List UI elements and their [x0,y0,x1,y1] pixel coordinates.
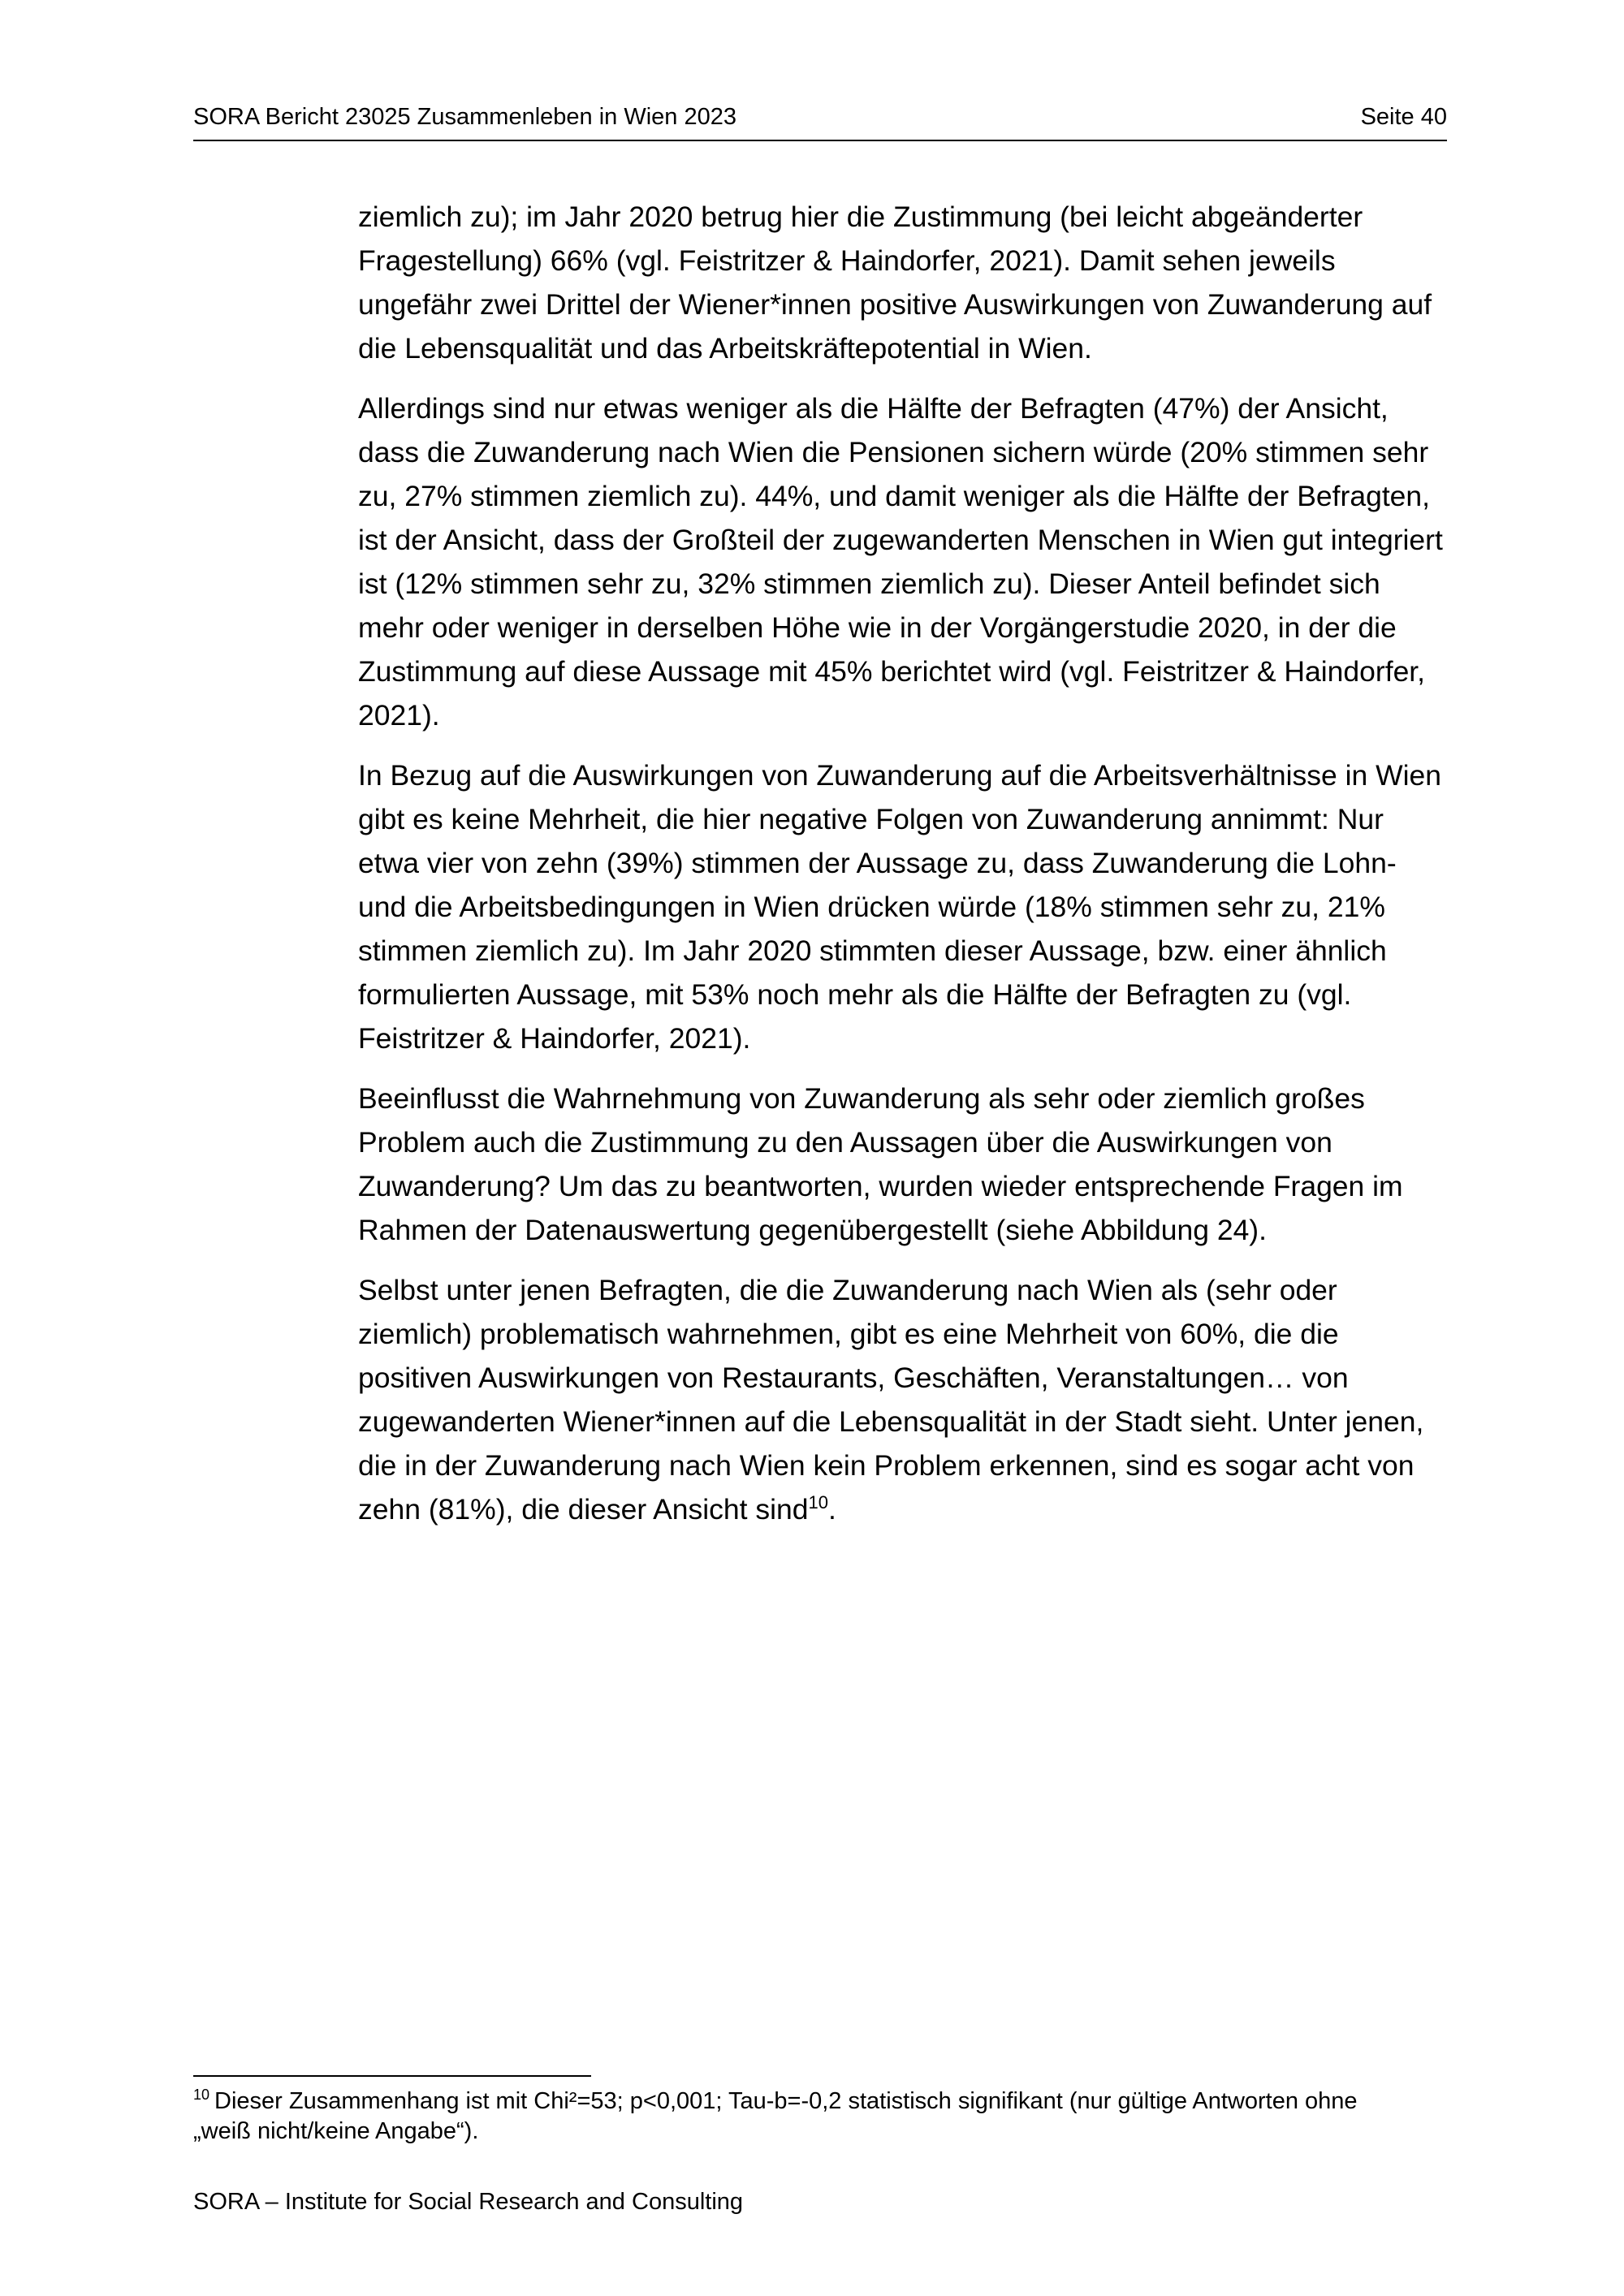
paragraph: Allerdings sind nur etwas weniger als die Hälfte der Befragten (47%) der Ansicht, dass die Zuwanderung nach Wien die Pensionen sichern würde (20% stimmen sehr zu, 27% stimmen ziemlich zu). 44%, und damit weniger als die Hälfte der Befragten, ist der Ansicht, dass der Großteil der zugewanderten Menschen in Wien gut integriert ist (12% stimmen sehr zu, 32% stimmen ziemlich zu). Dieser Anteil befindet sich mehr oder weniger in derselben Höhe wie in der Vorgängerstudie 2020, in der die Zustimmung auf diese Aussage mit 45% berichtet wird (vgl. Feistritzer & Haindorfer, 2021). [358,392,1443,732]
body-text [358,195,1450,1547]
footnote-divider [193,2075,591,2077]
report-title: SORA Bericht 23025 Zusammenleben in Wien 2023 [193,104,736,130]
paragraph: ziemlich zu); im Jahr 2020 betrug hier die Zustimmung (bei leicht abgeänderter Fragestellung) 66% (vgl. Feistritzer & Haindorfer, 2021). Damit sehen jeweils ungefähr zwei Drittel der Wiener*innen positive Auswirkungen von Zuwanderung auf die Lebensqualität und das Arbeitskräftepotential in Wien. [358,201,1432,365]
footnote-reference[interactable]: 10 [808,1492,828,1513]
page-number: Seite 40 [1360,104,1447,130]
paragraph-last [358,1268,1450,1531]
paragraph: In Bezug auf die Auswirkungen von Zuwanderung auf die Arbeitsverhältnisse in Wien gibt es keine Mehrheit, die hier negative Folgen von Zuwanderung annimmt: Nur etwa vier von zehn (39%) stimmen der Aussage zu, dass Zuwanderung die Lohn- und die Arbeitsbedingungen in Wien drücken würde (18% stimmen sehr zu, 21% stimmen ziemlich zu). Im Jahr 2020 stimmten dieser Aussage, bzw. einer ähnlich formulierten Aussage, mit 53% noch mehr als die Hälfte der Befragten zu (vgl. Feistritzer & Haindorfer, 2021). [358,759,1442,1055]
footnote-number: 10 [193,2087,210,2104]
footnote [193,2087,1411,2147]
paragraph: Beeinflusst die Wahrnehmung von Zuwanderung als sehr oder ziemlich großes Problem auch die Zustimmung zu den Aussagen über die Auswirkungen von Zuwanderung? Um das zu beantworten, wurden wieder entsprechende Fragen im Rahmen der Datenauswertung gegenübergestellt (siehe Abbildung 24). [358,1082,1403,1246]
page-footer: SORA – Institute for Social Research and Consulting [193,2189,744,2215]
paragraph-end: . [827,1493,836,1526]
footnote-text: Dieser Zusammenhang ist mit Chi²=53; p<0,001; Tau-b=-0,2 statistisch signifikant (nur gültige Antworten ohne „weiß nicht/keine Angabe“). [193,2088,1358,2144]
paragraph-text: Selbst unter jenen Befragten, die die Zuwanderung nach Wien als (sehr oder ziemlich) problematisch wahrnehmen, gibt es eine Mehrheit von 60%, die die positiven Auswirkungen von Restaurants, Geschäften, Veranstaltungen… von zugewanderten Wiener*innen auf die Lebensqualität in der Stadt sieht. Unter jenen, die in der Zuwanderung nach Wien kein Problem erkennen, sind es sogar acht von zehn (81%), die dieser Ansicht sind [358,1274,1424,1526]
page-header [193,101,1447,141]
